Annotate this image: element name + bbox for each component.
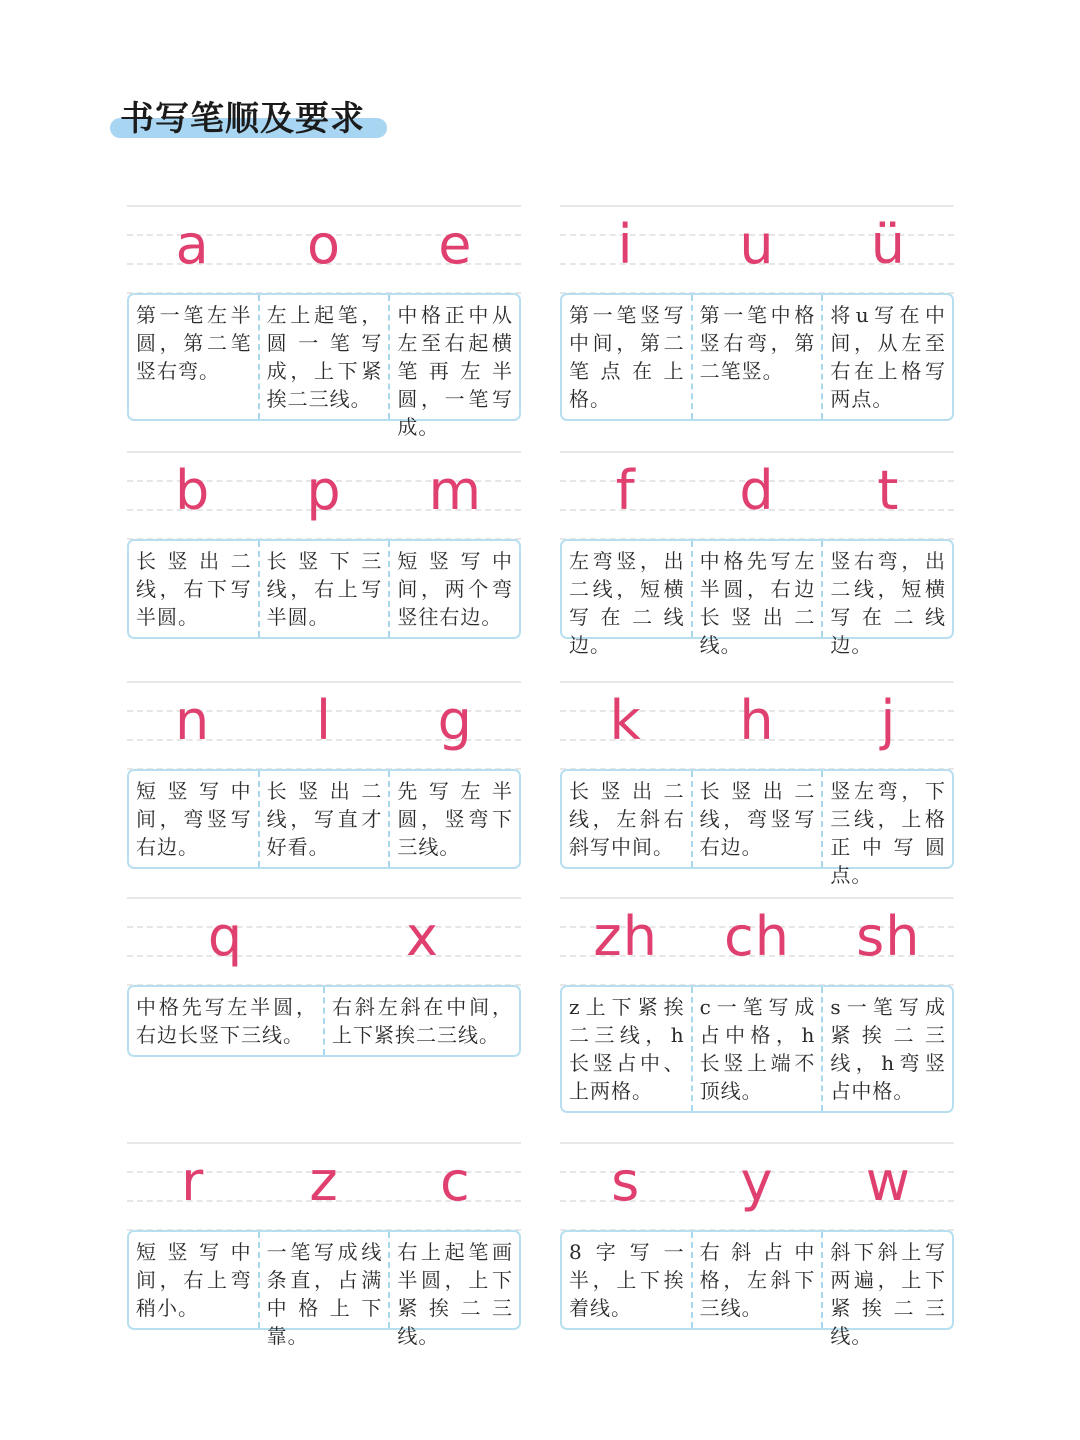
pinyin-letter: zh: [593, 905, 658, 968]
pinyin-letter: w: [865, 1150, 911, 1213]
pinyin-letter: b: [175, 459, 211, 522]
instruction-text: 长竖出二线，左斜右斜写中间。: [569, 779, 685, 859]
instruction-text: 右上起笔画半圆，上下紧挨二三线。: [388, 1232, 519, 1328]
pinyin-letter: j: [880, 689, 897, 752]
instruction-text: 第一笔竖写中间，第二笔点在上格。: [569, 303, 685, 411]
page-title-group: [110, 96, 365, 142]
pinyin-letter: q: [207, 905, 244, 968]
pinyin-letter: n: [175, 689, 211, 752]
instruction-text: 斜下斜上写两遍，上下紧挨二三线。: [821, 1232, 952, 1328]
pinyin-letter: d: [739, 459, 775, 522]
instruction-text: 先写左半圆，竖弯下三线。: [388, 771, 519, 867]
instruction-box: [560, 1230, 954, 1348]
pinyin-letter: m: [428, 459, 483, 522]
pinyin-letter: e: [438, 213, 473, 276]
pinyin-letter: h: [739, 689, 775, 752]
pinyin-letter: x: [406, 905, 439, 968]
instruction-box: [560, 539, 954, 657]
instruction-box: [127, 769, 521, 869]
instruction-box: [127, 293, 521, 439]
pinyin-letter: r: [181, 1150, 205, 1213]
instruction-text: z上下紧挨二三线，h长竖占中、上两格。: [569, 995, 685, 1103]
pinyin-letter: sh: [856, 905, 921, 968]
pinyin-letter: u: [739, 213, 775, 276]
instruction-text: 短竖写中间，两个弯竖往右边。: [388, 541, 519, 637]
pinyin-letter: a: [175, 213, 210, 276]
instruction-box: [127, 539, 521, 639]
instruction-text: 左弯竖，出二线，短横写在二线边。: [569, 549, 685, 657]
pinyin-letter: g: [437, 689, 473, 752]
pinyin-letter: ü: [870, 213, 906, 276]
instruction-box: [127, 1230, 521, 1348]
instruction-text: 一笔写成线条直，占满中格上下靠。: [258, 1232, 389, 1328]
pinyin-letter: l: [315, 689, 332, 752]
instruction-text: s一笔写成紧挨二三线，h弯竖占中格。: [821, 987, 952, 1111]
instruction-text: 中格先写左半圆，右边长竖下三线。: [136, 995, 317, 1047]
instruction-text: 竖左弯，下三线，上格正中写圆点。: [821, 771, 952, 867]
instruction-box: [560, 293, 954, 421]
pinyin-letter: i: [617, 213, 634, 276]
page-title: 书写笔顺及要求: [120, 99, 365, 139]
instruction-box: [560, 985, 954, 1113]
instruction-text: 右斜左斜在中间，上下紧挨二三线。: [323, 987, 519, 1055]
instruction-box: [560, 769, 954, 887]
pinyin-letter: ch: [724, 905, 790, 968]
instruction-text: 右斜占中格，左斜下三线。: [691, 1232, 822, 1328]
instruction-text: 短竖写中间，右上弯稍小。: [136, 1240, 252, 1320]
pinyin-letter: k: [609, 689, 642, 752]
instruction-text: 8字写一半，上下挨着线。: [569, 1240, 685, 1320]
instruction-text: 中格正中从左至右起横笔再左半圆，一笔写成。: [388, 295, 519, 419]
instruction-text: 长竖下三线，右上写半圆。: [258, 541, 389, 637]
instruction-text: 第一笔左半圆，第二笔竖右弯。: [136, 303, 252, 383]
instruction-text: c一笔写成占中格，h长竖上端不顶线。: [691, 987, 822, 1111]
pinyin-letter: y: [740, 1150, 774, 1213]
instruction-text: 中格先写左半圆，右边长竖出二线。: [691, 541, 822, 637]
pinyin-letter: z: [309, 1150, 339, 1213]
instruction-text: 将u写在中间，从左至右在上格写两点。: [821, 295, 952, 419]
pinyin-letter: f: [615, 459, 636, 522]
pinyin-letter: s: [611, 1150, 641, 1213]
instruction-text: 第一笔中格竖右弯，第二笔竖。: [691, 295, 822, 419]
instruction-box: [127, 985, 521, 1057]
instruction-text: 长竖出二线，写直才好看。: [258, 771, 389, 867]
instruction-text: 竖右弯，出二线，短横写在二线边。: [821, 541, 952, 637]
pinyin-letter: c: [439, 1150, 471, 1213]
pinyin-letter: p: [306, 459, 342, 522]
pinyin-letter: o: [306, 213, 342, 276]
instruction-text: 短竖写中间，弯竖写右边。: [136, 779, 252, 859]
instruction-text: 长竖出二线，右下写半圆。: [136, 549, 252, 629]
pinyin-letter: t: [877, 459, 900, 522]
instruction-text: 左上起笔，圆一笔写成，上下紧挨二三线。: [258, 295, 389, 419]
instruction-text: 长竖出二线，弯竖写右边。: [691, 771, 822, 867]
